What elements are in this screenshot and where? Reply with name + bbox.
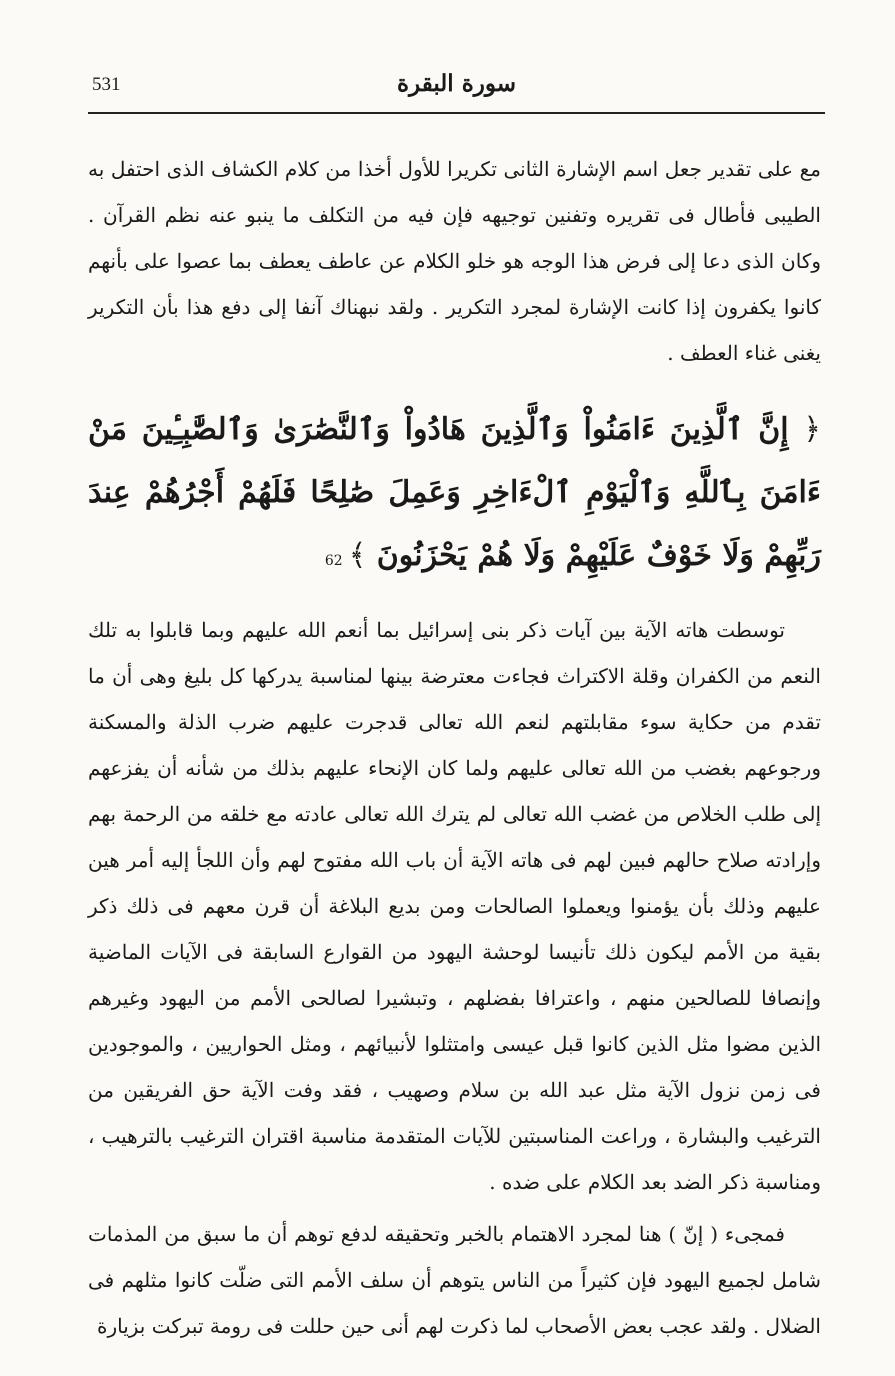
- quran-verse: [88, 398, 821, 593]
- page-body: [88, 146, 821, 1349]
- verse-number: 62: [324, 553, 343, 569]
- page-number: 531: [92, 74, 121, 95]
- header-rule: [88, 112, 825, 114]
- verse-text: إِنَّ ٱلَّذِينَ ءَامَنُواْ وَٱلَّذِينَ هَادُواْ وَٱلنَّصَٰرَىٰ وَٱلصَّٰبِـِٔينَ مَنْ ءَامَنَ بِٱللَّهِ وَٱلْيَوْمِ ٱلْءَاخِرِ وَعَمِلَ صَٰلِحًا فَلَهُمْ أَجْرُهُمْ عِندَ رَبِّهِمْ وَلَا خَوْفٌ عَلَيْهِمْ وَلَا هُمْ يَحْزَنُونَ: [88, 412, 821, 573]
- surah-title: سورة البقرة: [396, 70, 517, 97]
- commentary-paragraph: توسطت هاته الآية بين آيات ذكر بنى إسرائيل بما أنعم الله عليهم وبما قابلوا به تلك النعم من الكفران وقلة الاكتراث فجاءت معترضة بينها لمناسبة يدركها كل بليغ وهى أن ما تقدم من حكاية سوء مقابلتهم لنعم الله تعالى قدجرت عليهم ضرب الذلة والمسكنة ورجوعهم بغضب من الله تعالى عليهم ولما كان الإنحاء عليهم بذلك من شأنه أن يفزعهم إلى طلب الخلاص من غضب الله تعالى لم يترك الله تعالى عادته مع خلقه من الرحمة بهم وإرادته صلاح حالهم فبين لهم فى هاته الآية أن باب الله مفتوح لهم وأن اللجأ إليه أمر هين عليهم وذلك بأن يؤمنوا ويعملوا الصالحات ومن بديع البلاغة أن قرن معهم فى ذلك ذكر بقية من الأمم ليكون ذلك تأنيسا لوحشة اليهود من القوارع السابقة فى الآيات الماضية وإنصافا للصالحين منهم ، واعترافا بفضلهم ، وتبشيرا لصالحى الأمم من اليهود وغيرهم الذين مضوا مثل الذين كانوا قبل عيسى وامتثلوا لأنبيائهم ، ومثل الحواريين ، والموجودين فى زمن نزول الآية مثل عبد الله بن سلام وصهيب ، فقد وفت الآية حق الفريقين من الترغيب والبشارة ، وراعت المناسبتين للآيات المتقدمة مناسبة اقتران الترغيب بالترهيب ، ومناسبة ذكر الضد بعد الكلام على ضده .: [88, 618, 821, 1194]
- verse-close-bracket: ﴾: [348, 538, 367, 573]
- verse-open-bracket: ﴿: [803, 412, 821, 447]
- commentary-paragraph-2: فمجىء ( إنّ ) هنا لمجرد الاهتمام بالخبر وتحقيقه لدفع توهم أن ما سبق من المذمات شامل لجميع اليهود فإن كثيراً من الناس يتوهم أن سلف الأمم التى ضلّت كانوا مثلهم فى الضلال . ولقد عجب بعض الأصحاب لما ذكرت لهم أنى حين حللت فى رومة تبركت بزيارة: [88, 1222, 821, 1338]
- intro-paragraph: مع على تقدير جعل اسم الإشارة الثانى تكريرا للأول أخذا من كلام الكشاف الذى احتفل به الطيبى فأطال فى تقريره وتفنين توجيهه فإن فيه من التكلف ما ينبو عنه نظم القرآن . وكان الذى دعا إلى فرض هذا الوجه هو خلو الكلام عن عاطف يعطف بما عصوا على بأنهم كانوا يكفرون إذا كانت الإشارة لمجرد التكرير . ولقد نبهناك آنفا إلى دفع هذا بأن التكرير يغنى غناء العطف .: [88, 157, 821, 365]
- page-header: [88, 66, 825, 106]
